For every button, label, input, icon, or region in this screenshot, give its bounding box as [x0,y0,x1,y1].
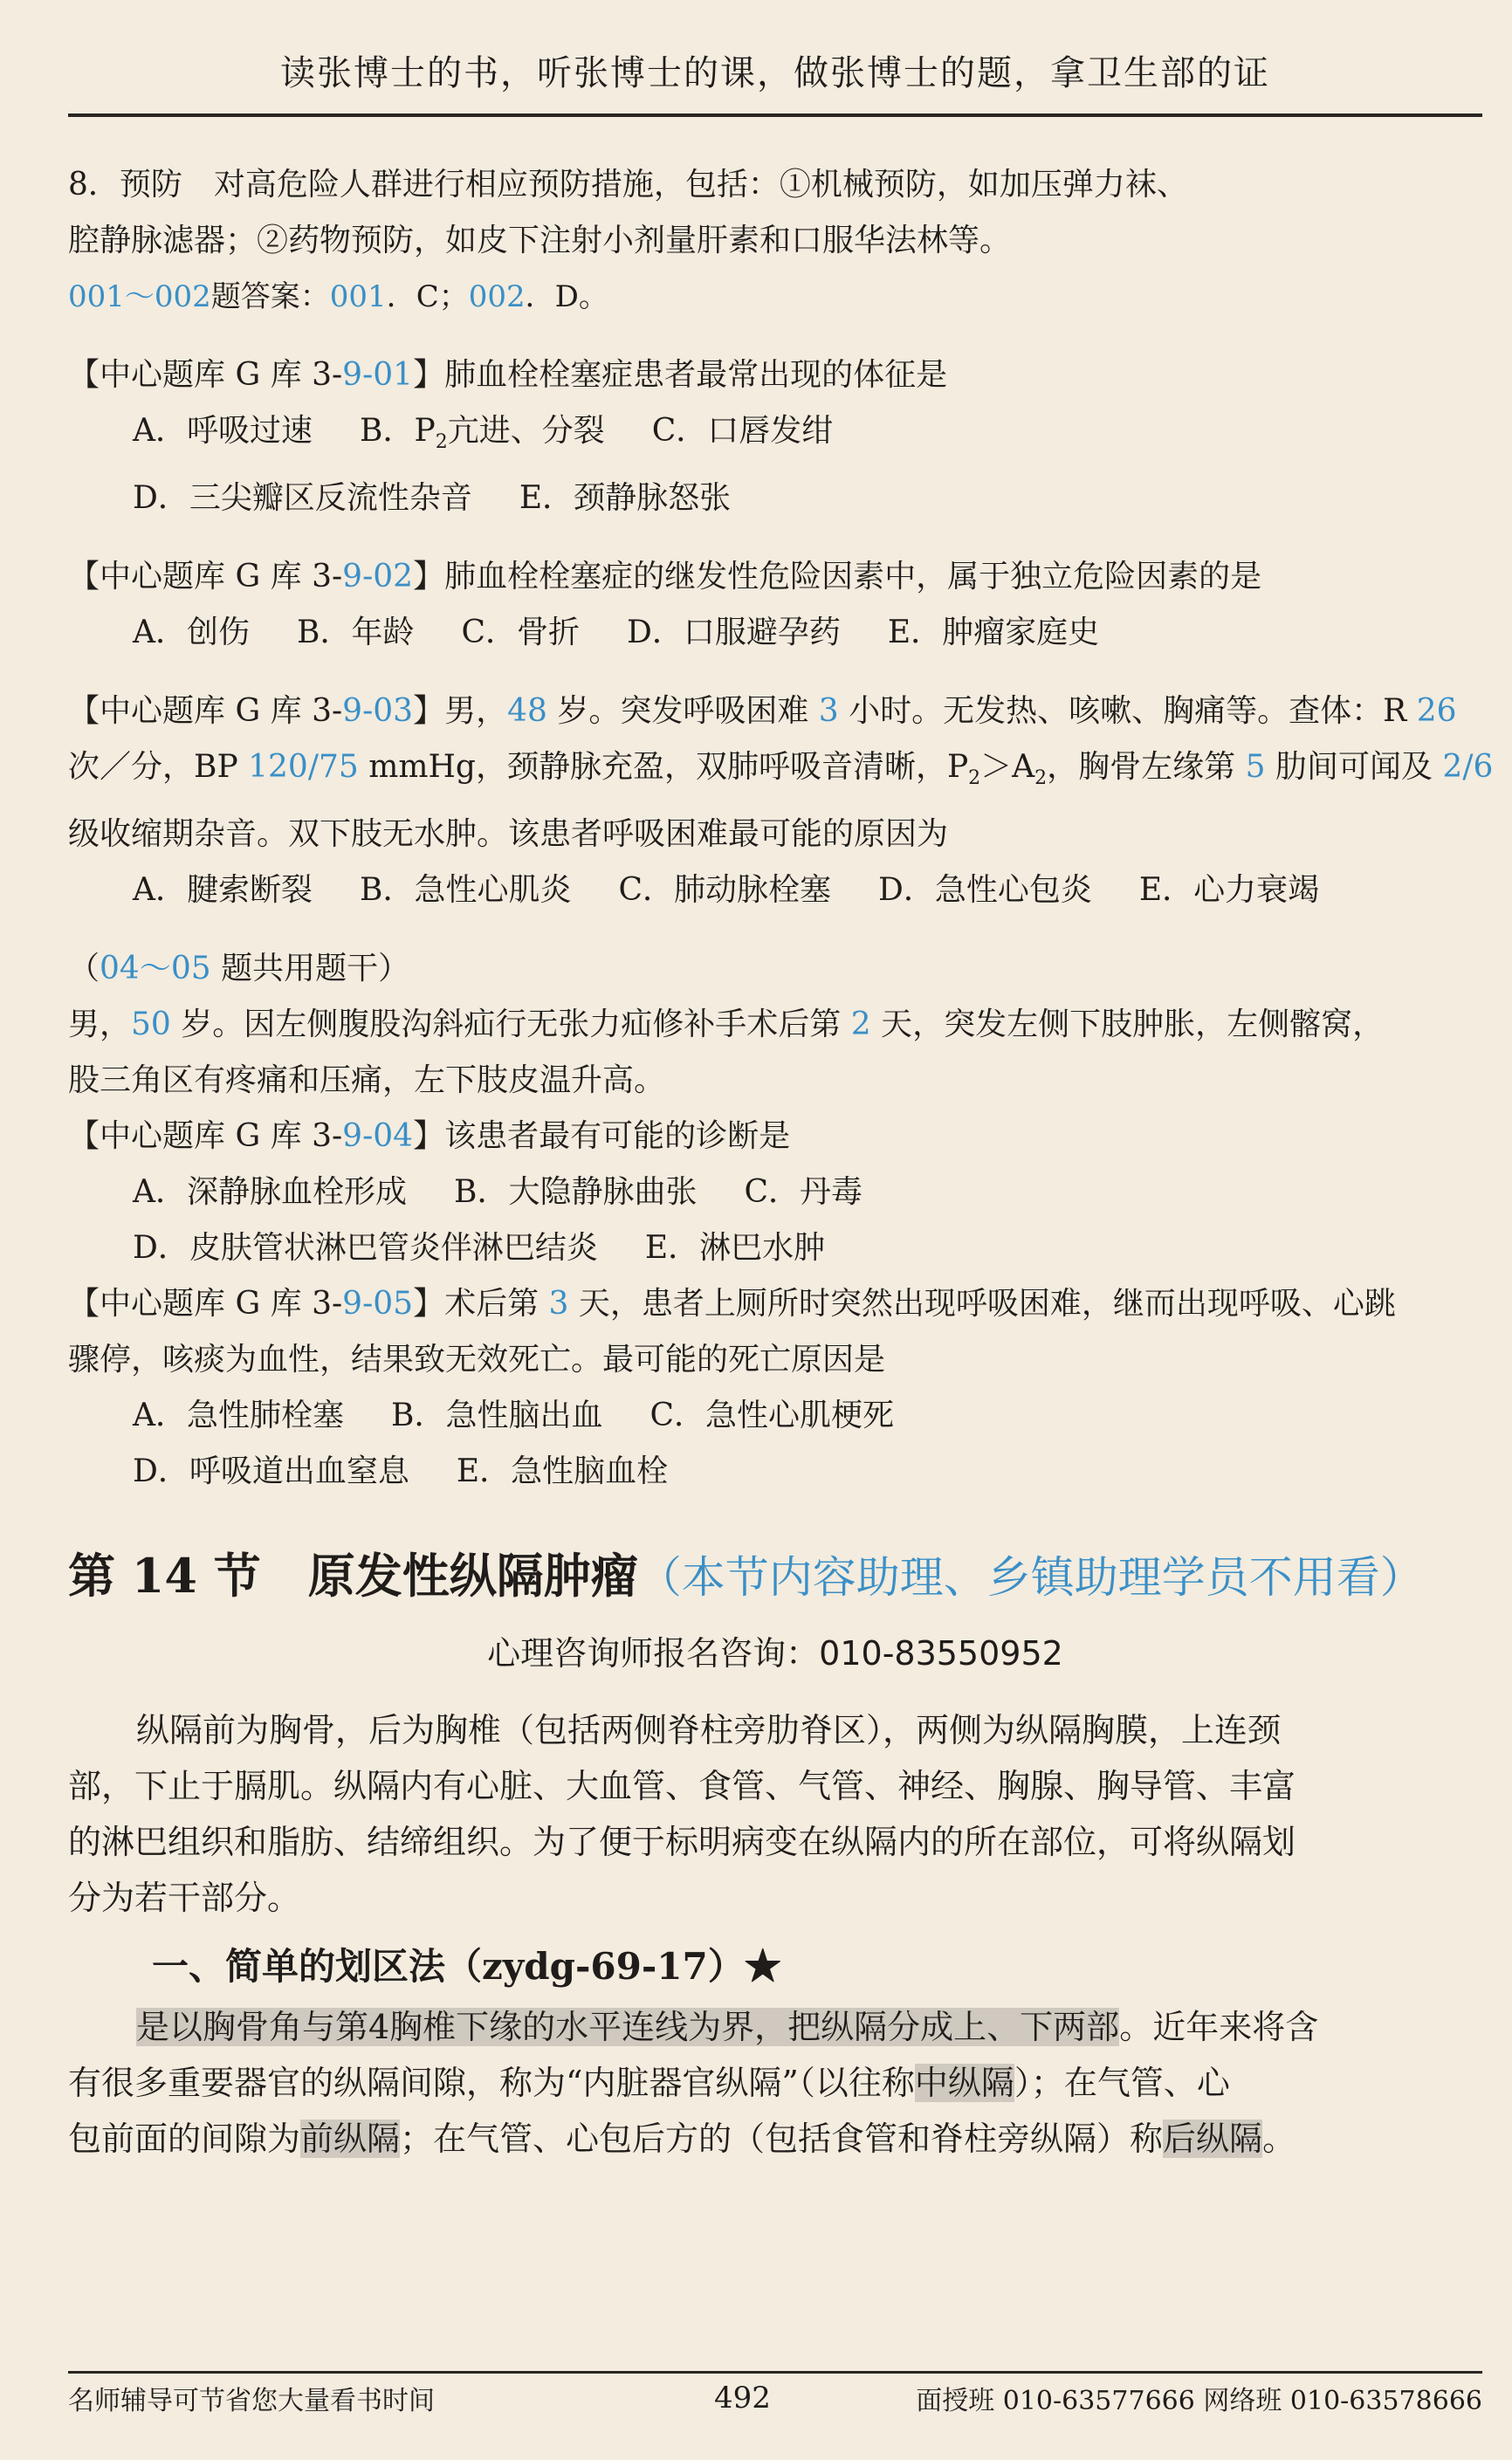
q04-suffix: 】 [413,1118,445,1155]
q05-option-a: A．急性肺栓塞 [133,1398,344,1434]
para-1-line-3: 的淋巴组织和脂肪、结缔组织。为了便于标明病变在纵隔内的所在部位，可将纵隔划 [68,1823,1296,1862]
q03-prefix: 【中心题库 G 库 3- [68,693,343,730]
q01-text: 肺血栓栓塞症患者最常出现的体征是 [444,357,948,393]
answer-range: 001～002 [68,279,211,314]
question-01-stem [68,347,1482,403]
q04-text: 该患者最有可能的诊断是 [444,1118,791,1155]
section-title-text: 第 14 节 原发性纵隔肿瘤 [68,1548,638,1604]
middle-mediastinum-highlight: 中纵隔 [914,2064,1014,2103]
q03-t3: 小时。无发热、咳嗽、胸痛等。查体：R [838,693,1417,730]
para-2-line-1 [68,1999,1482,2055]
q02-option-d: D．口服避孕药 [627,615,841,651]
q02-suffix: 】 [413,559,445,595]
answer-1: ．C； [386,279,469,314]
running-header [68,45,1482,117]
q03-hours: 3 [818,693,839,730]
q01-option-b-sub: 2 [435,431,448,454]
shared-stem-line-1 [68,997,1482,1053]
q03-option-e: E．心力衰竭 [1138,872,1320,909]
page-content [68,157,1494,2167]
q03-age: 48 [507,693,547,730]
footer-contacts: 面授班 010-63577666 网络班 010-63578666 [916,2386,1482,2416]
q04-option-d: D．皮肤管状淋巴管炎伴淋巴结炎 [133,1230,598,1267]
q05-t2: 天，患者上厕所时突然出现呼吸困难，继而出现呼吸、心跳 [568,1286,1396,1323]
q01-option-a: A．呼吸过速 [133,413,313,449]
q03-l2d: ，胸骨左缘第 [1047,749,1246,786]
q01-suffix: 】 [413,357,445,393]
question-04-stem [68,1109,1482,1165]
para-1-line-1: 纵隔前为胸骨，后为胸椎（包括两侧脊柱旁肋脊区），两侧为纵隔胸膜，上连颈 [136,1711,1282,1750]
answer-2-num: 002 [468,279,526,314]
posterior-mediastinum-highlight: 后纵隔 [1163,2120,1263,2159]
q03-options [68,862,1482,918]
shared-range: 04～05 [100,951,211,987]
q05-option-d: D．呼吸道出血窒息 [133,1453,409,1490]
para-2-line-2 [68,2055,1482,2111]
para-2-l3c: 。 [1262,2120,1296,2159]
q01-option-c: C．口唇发绀 [651,413,834,449]
answer-1-num: 001 [329,279,387,314]
para-2-highlight: 是以胸骨角与第4胸椎下缘的水平连线为界，把纵隔分成上、下两部 [136,2008,1120,2047]
question-03-line-2 [68,739,1494,807]
q01-option-b [360,403,605,471]
q02-options [68,605,1482,661]
q05-options-row-2 [68,1444,1482,1500]
q03-t1: 男， [444,693,508,730]
q05-day: 3 [548,1286,569,1323]
q01-option-b-label: B．P [360,413,436,449]
contact-line: 心理咨询师报名咨询：010-83550952 [487,1634,1063,1673]
page-footer [68,2371,1482,2426]
q02-text: 肺血栓栓塞症的继发性危险因素中，属于独立危险因素的是 [444,559,1262,595]
q05-option-e: E．急性脑血栓 [456,1453,669,1490]
q03-l2a: 次／分，BP [68,749,249,786]
para-2-line-3 [68,2111,1482,2167]
q03-t2: 岁。突发呼吸困难 [546,693,819,730]
q03-option-d: D．急性心包炎 [878,872,1092,909]
q02-prefix: 【中心题库 G 库 3- [68,559,343,595]
q01-code: 9-01 [342,357,414,393]
q01-option-d: D．三尖瓣区反流性杂音 [133,480,472,517]
q01-options-row-2 [68,471,1482,526]
question-05-line-2: 骤停，咳痰为血性，结果致无效死亡。最可能的死亡原因是 [68,1342,886,1378]
shared-l1a: 男， [68,1007,132,1043]
q03-l2e: 肋间可闻及 [1265,749,1443,786]
question-02-stem [68,549,1482,605]
q03-a2-sub: 2 [1034,767,1048,790]
q05-prefix: 【中心题库 G 库 3- [68,1286,343,1323]
q03-option-a: A．腱索断裂 [133,872,313,909]
q03-option-b: B．急性心肌炎 [360,872,572,909]
q05-suffix: 】 [413,1286,445,1323]
shared-l1c: 天，突发左侧下肢肿胀，左侧髂窝， [870,1007,1385,1043]
shared-stem-line-2: 股三角区有疼痛和压痛，左下肢皮温升高。 [68,1062,666,1099]
para-2-l2b: ）；在气管、心 [1014,2064,1230,2103]
question-03-line-3: 级收缩期杂音。双下肢无水肿。该患者呼吸困难最可能的原因为 [68,816,949,853]
answer-2: ．D。 [525,279,608,314]
q02-code: 9-02 [342,559,414,595]
q03-option-c: C．肺动脉栓塞 [618,872,832,909]
header-text: 读张博士的书，听张博士的课，做张博士的题，拿卫生部的证 [280,53,1270,93]
q03-grade: 2/6 [1442,749,1494,786]
q03-l2c: ＞A [980,749,1035,786]
para-1-line-2: 部，下止于膈肌。纵隔内有心脏、大血管、食管、气管、神经、胸腺、胸导管、丰富 [68,1767,1296,1806]
q01-option-e: E．颈静脉怒张 [519,480,732,517]
q05-code: 9-05 [342,1286,414,1323]
q03-suffix: 】 [413,693,445,730]
page-number: 492 [714,2381,771,2415]
para-1-line-4: 分为若干部分。 [68,1879,301,1918]
section-title [68,1536,1482,1617]
shared-stem-header [68,941,1482,997]
q02-option-b: B．年龄 [297,615,415,651]
section-note: （本节内容助理、乡镇助理学员不用看） [637,1552,1424,1604]
q03-resp-rate: 26 [1416,693,1457,730]
q05-t1: 术后第 [444,1286,549,1323]
q01-options-row-1 [68,403,1482,471]
q04-option-a: A．深静脉血栓形成 [133,1174,407,1211]
q05-options-row-1 [68,1388,1482,1444]
q03-code: 9-03 [342,693,414,730]
shared-l1b: 岁。因左侧腹股沟斜疝行无张力疝修补手术后第 [170,1007,851,1043]
q01-option-b-tail: 亢进、分裂 [447,413,605,449]
shared-close: 题共用题干） [210,951,410,987]
q04-option-b: B．大隐静脉曲张 [454,1174,698,1211]
q04-code: 9-04 [342,1118,414,1155]
q03-p2-sub: 2 [968,767,981,790]
q04-options-row-2 [68,1220,1482,1276]
answer-line [68,269,1482,325]
para-2-tail: 。近年来将含 [1119,2008,1319,2047]
prevention-line-1: 8．预防 对高危险人群进行相应预防措施，包括：①机械预防，如加压弹力袜、 [68,167,1188,203]
footer-slogan: 名师辅导可节省您大量看书时间 [68,2386,435,2416]
q03-bp: 120/75 [248,749,359,786]
q04-options-row-1 [68,1165,1482,1220]
question-03-line-1 [68,684,1482,739]
shared-open: （ [68,951,100,987]
q04-option-e: E．淋巴水肿 [644,1230,826,1267]
q04-option-c: C．丹毒 [744,1174,863,1211]
q05-option-c: C．急性心肌梗死 [649,1398,895,1434]
q02-option-a: A．创伤 [133,615,250,651]
shared-day: 2 [850,1007,871,1043]
answer-label: 题答案： [210,279,330,314]
para-2-l3a: 包前面的间隙为 [68,2120,301,2159]
q03-intercostal: 5 [1245,749,1266,786]
para-2-l2a: 有很多重要器官的纵隔间隙，称为“内脏器官纵隔”（以往称 [68,2064,915,2103]
q01-prefix: 【中心题库 G 库 3- [68,357,343,393]
q05-option-b: B．急性脑出血 [391,1398,603,1434]
subsection-title: 一、简单的划区法（zydg-69-17）★ [152,1945,781,1989]
q03-l2b: mmHg，颈静脉充盈，双肺呼吸音清晰，P [358,749,969,786]
anterior-mediastinum-highlight: 前纵隔 [300,2120,401,2159]
q02-option-e: E．肿瘤家庭史 [887,615,1100,651]
para-2-l3b: ；在气管、心包后方的（包括食管和脊柱旁纵隔）称 [400,2120,1164,2159]
prevention-line-2: 腔静脉滤器；②药物预防，如皮下注射小剂量肝素和口服华法林等。 [68,223,1012,258]
q02-option-c: C．骨折 [461,615,581,651]
question-05-line-1 [68,1276,1482,1332]
shared-age: 50 [131,1007,171,1043]
q04-prefix: 【中心题库 G 库 3- [68,1118,343,1155]
